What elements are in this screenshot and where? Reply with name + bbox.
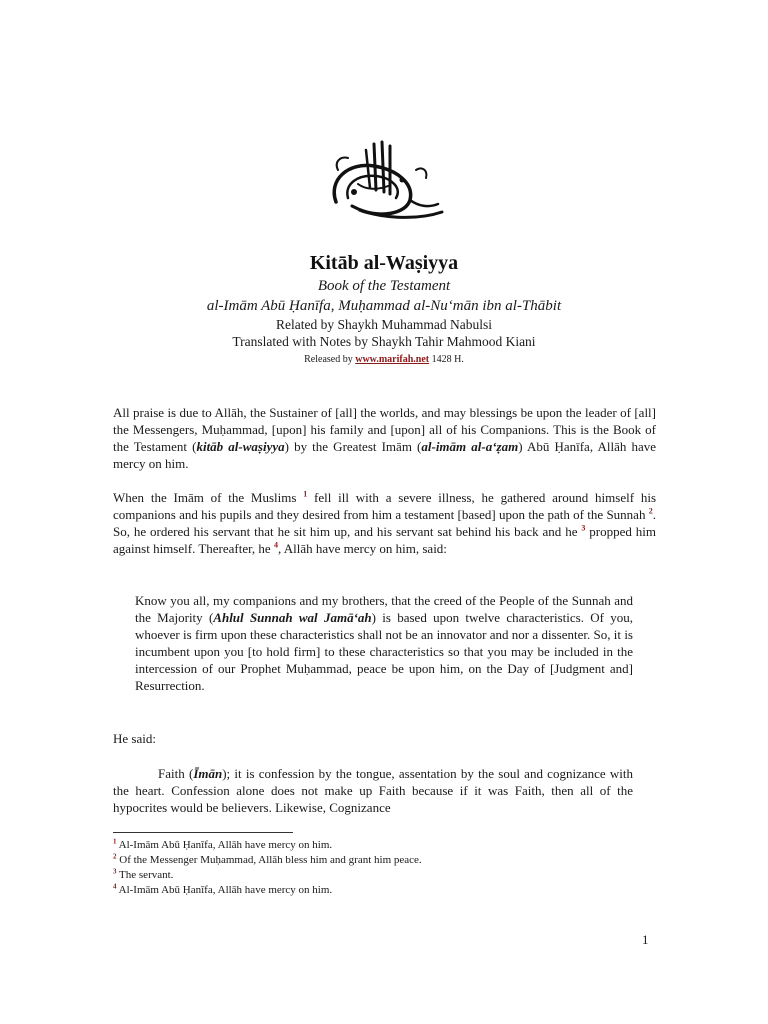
paragraph-text: , Allāh have mercy on him, said: (277, 541, 447, 556)
released-suffix: 1428 H. (429, 354, 464, 365)
term-iman: Īmān (193, 766, 223, 781)
quote-text: Know you all, my companions and my brothers, that the creed of the People of the Sunnah and the Majority ( (135, 593, 633, 625)
footnote-text: Al-Imām Abū Ḥanīfa, Allāh have mercy on him. (116, 884, 333, 896)
document-title: Kitāb al-Waṣiyya (309, 252, 459, 274)
paragraph-faith (113, 765, 633, 816)
document-subtitle: Book of the Testament (317, 278, 451, 294)
released-prefix: Released by (304, 354, 356, 365)
footnote-ref-3[interactable]: 3 (581, 523, 586, 533)
footnote-ref-4[interactable]: 4 (273, 540, 278, 550)
quote-text: ) is based upon twelve characteristics. Of you, whoever is firm upon these characteristics shall not be an innovator and nor a dissenter. So, it is incumbent upon you [to hold firm] to these characteristics so that you may be included in the intercession of our Prophet Muḥammad, peace be upon him, on the Day of [Judgment and] Resurrection. (135, 610, 633, 693)
term-kitab-al-wasiyya: kitāb al-waṣiyya (196, 439, 285, 454)
document-header (0, 250, 768, 368)
paragraph-text: . So, he ordered his servant that he sit him up, and his servant sat behind his back and he (113, 507, 656, 539)
he-said-line: He said: (113, 731, 156, 746)
footnote-divider (113, 832, 293, 833)
term-al-imam-al-azam: al-imām al-a‘ẓam (421, 439, 519, 454)
block-quote (135, 592, 633, 694)
footnote-number: 3 (113, 867, 117, 876)
footnotes-section (113, 838, 653, 898)
footnote-ref-2[interactable]: 2 (648, 506, 653, 516)
document-authors: al-Imām Abū Ḥanīfa, Muḥammad al-Nu‘mān ibn al-Thābit (206, 298, 562, 314)
paragraph-text: ); it is confession by the tongue, assentation by the soul and cognizance with the heart. Confession alone does not make up Faith because if it was Faith, then all of the hypocrites would be believers. Likewise, Cognizance (113, 766, 634, 815)
footnote-text: Al-Imām Abū Ḥanīfa, Allāh have mercy on him. (116, 839, 333, 851)
paragraph-text: ) by the Greatest Imām ( (284, 439, 422, 454)
paragraph-text: ) Abū Ḥanīfa, Allāh have mercy on him. (113, 439, 657, 471)
paragraph-text: propped him against himself. Thereafter, he (113, 524, 657, 556)
footnote-1 (113, 838, 653, 853)
footnote-4 (113, 883, 653, 898)
footnote-text: Of the Messenger Muḥammad, Allāh bless him and grant him peace. (116, 854, 422, 866)
marifah-link[interactable]: www.marifah.net (355, 354, 430, 365)
related-by-line: Related by Shaykh Muhammad Nabulsi (276, 317, 492, 332)
released-by-line (0, 352, 768, 368)
term-ahlul-sunnah: Ahlul Sunnah wal Jamā‘ah (213, 610, 372, 625)
footnote-number: 1 (113, 837, 117, 846)
paragraph-intro (113, 404, 656, 472)
footnote-number: 4 (113, 882, 117, 891)
page-number: 1 (642, 932, 649, 947)
paragraph-text: All praise is due to Allāh, the Sustainer of [all] the worlds, and may blessings be upon the leader of [all] the Messengers, Muḥammad, [upon] his family and [upon] all of his Companions. This is the Book of the Testament ( (113, 405, 656, 454)
footnote-3 (113, 868, 653, 883)
footnote-2 (113, 853, 653, 868)
footnote-text: The servant. (116, 869, 174, 881)
footnote-number: 2 (113, 852, 117, 861)
basmala-calligraphy-emblem (318, 140, 446, 224)
paragraph-text: Faith ( (158, 766, 194, 781)
paragraph-text: When the Imām of the Muslims (113, 490, 304, 505)
footnote-ref-1[interactable]: 1 (303, 489, 308, 499)
paragraph-text: fell ill with a severe illness, he gathered around himself his companions and his pupils and they desired from him a testament [based] upon the path of the Sunnah (113, 490, 657, 522)
paragraph-narrative (113, 489, 656, 557)
translated-by-line: Translated with Notes by Shaykh Tahir Mahmood Kiani (232, 334, 536, 349)
